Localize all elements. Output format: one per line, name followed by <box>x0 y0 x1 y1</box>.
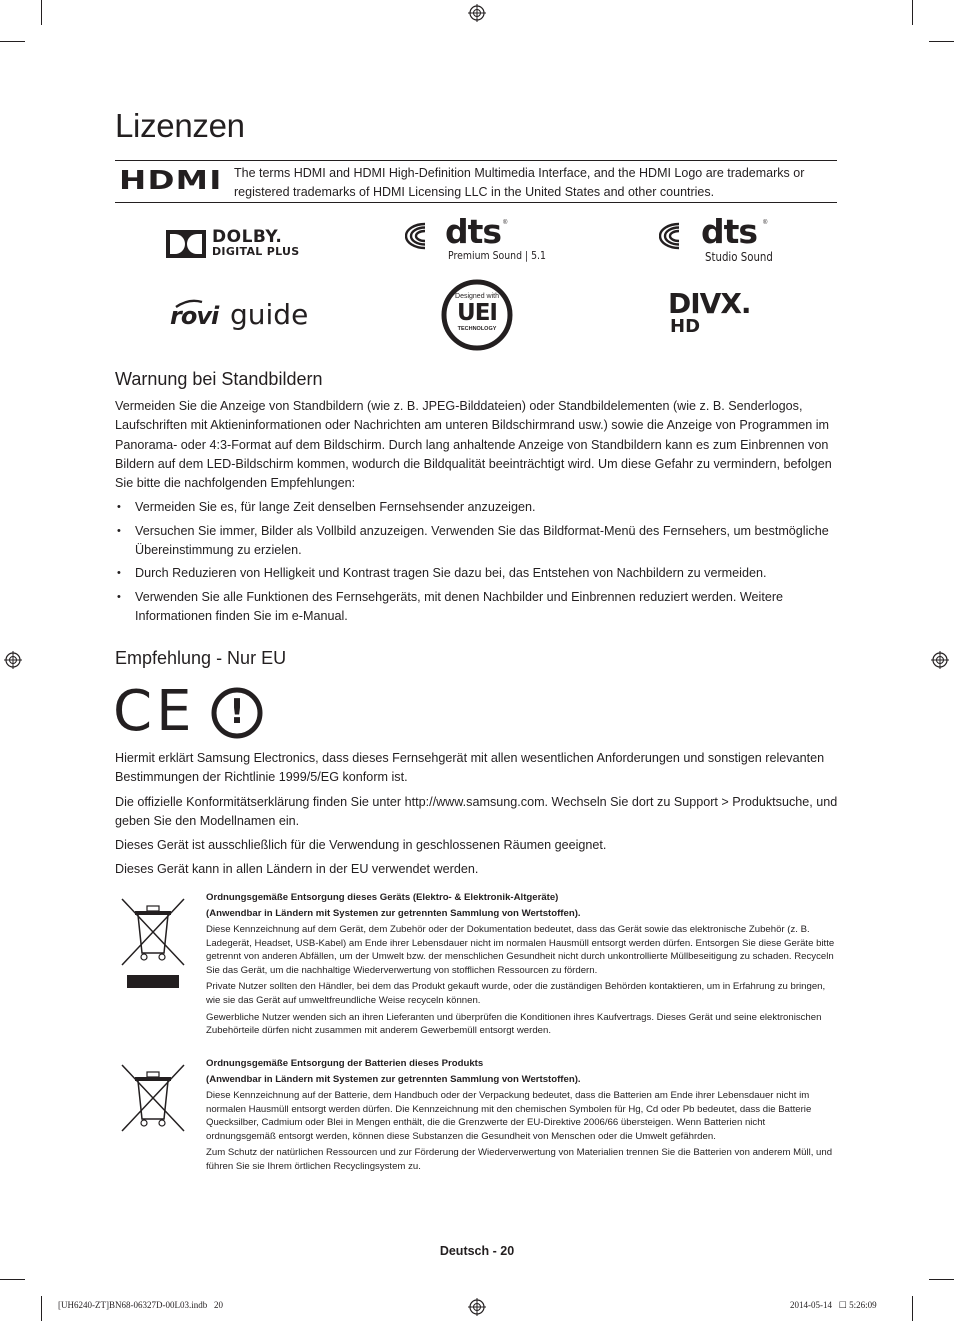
crop-mark <box>929 41 954 42</box>
alert-mark-icon <box>210 686 264 740</box>
section-heading-warnung: Warnung bei Standbildern <box>115 369 323 389</box>
registration-mark-icon <box>468 4 486 22</box>
disposal-battery-text <box>206 1056 836 1177</box>
section-heading-empfehlung: Empfehlung - Nur EU <box>115 648 287 668</box>
uei-logo-sub: TECHNOLOGY <box>457 326 497 332</box>
crop-mark <box>929 1279 954 1280</box>
uei-technology-logo <box>441 279 513 351</box>
dolby-logo-line2: DIGITAL PLUS <box>212 245 300 258</box>
crop-mark <box>0 41 25 42</box>
registered-mark: ® <box>763 220 768 226</box>
page-number: Deutsch - 20 <box>439 1244 515 1258</box>
dts-logo-subtitle: Premium Sound | 5.1 <box>448 249 546 262</box>
crop-mark <box>41 0 42 25</box>
crop-mark <box>0 1279 25 1280</box>
weee-device-bin-icon <box>118 895 188 990</box>
hdmi-logo-text: HDMI <box>119 166 223 196</box>
print-slug-file: [UH6240-ZT]BN68-06327D-00L03.indb 20 <box>58 1300 223 1310</box>
crop-mark <box>41 1296 42 1321</box>
weee-battery-bin-icon <box>118 1061 188 1136</box>
hdmi-license-text: The terms HDMI and HDMI High-Definition Multimedia Interface, and the HDMI Logo are trademarks or registered trademarks of HDMI Licensing LLC in the United States and other countries. <box>234 166 805 199</box>
dts-studio-sound-logo <box>659 212 789 268</box>
disposal-device-paragraph: Private Nutzer sollten den Händler, bei dem das Produkt gekauft wurde, oder die zuständigen Behörden kontaktieren, um in Erfahrung zu bringen, wie sie das Gerät auf umweltfreundliche Weise recyceln können. <box>206 981 826 1006</box>
disposal-device-title: Ordnungsgemäße Entsorgung dieses Geräts (Elektro- & Elektronik-Altgeräte) <box>206 892 559 903</box>
hdmi-license-box <box>115 160 837 203</box>
disposal-device-text <box>206 890 836 1041</box>
empfehlung-paragraph: Hiermit erklärt Samsung Electronics, dass dieses Fernsehgerät mit allen wesentlichen Anforderungen und sonstigen relevanten Bestimmungen der Richtlinie 1999/5/EG konform ist. <box>115 751 825 785</box>
list-item: • Verwenden Sie alle Funktionen des Fernsehgeräts, mit denen Nachbilder und Einbrennen reduziert werden. Weitere Informationen finden Sie im e-Manual. <box>115 588 843 627</box>
disposal-battery-paragraph: Diese Kennzeichnung auf der Batterie, dem Handbuch oder der Verpackung bedeutet, dass die Batterien am Ende ihrer Lebensdauer nicht im normalen Hausmüll entsorgt werden dürfen. Die Kennzeichnung mit den chemischen Symbolen für Hg, Cd oder Pb bedeutet, dass die Batterie Quecksilber, Cadmium oder Blei in Mengen enthält, die die Grenzwerte der EU-Direktive 2006/66 übersteigen. Wenn Batterien nicht ordnungsgemäß entsorgt werden, können diese Substanzen die Gesundheit von Menschen oder die Umwelt gefährden. <box>206 1090 812 1142</box>
crop-mark <box>912 0 913 25</box>
ce-mark-icon <box>113 679 196 744</box>
dts-logo-word: dts <box>445 212 502 251</box>
registration-mark-icon <box>468 1298 486 1316</box>
registration-mark-icon <box>4 651 22 669</box>
disposal-battery-subtitle: (Anwendbar in Ländern mit Systemen zur getrennten Sammlung von Wertstoffen). <box>206 1074 581 1085</box>
warnung-paragraph: Vermeiden Sie die Anzeige von Standbildern (wie z. B. JPEG-Bilddateien) oder Standbildelementen (wie z. B. Senderlogos, Laufschriften mit Aktieninformationen oder Nachrichten am unteren Bildschirmrand usw.) sowie die Anzeige von Programmen im Panorama- oder 4:3-Format auf dem Bildschirm. Durch lang anhaltende Anzeige von Standbildern kann es zum Einbrennen von Bildern auf dem LED-Bildschirm kommen, wodurch die Bildqualität beeinträchtigt wird. Um diese Gefahr zu vermindern, befolgen Sie bitte die nachfolgenden Empfehlungen: <box>115 399 832 491</box>
empfehlung-paragraph: Dieses Gerät kann in allen Ländern in der EU verwendet werden. <box>115 862 479 877</box>
empfehlung-body <box>115 749 843 885</box>
divx-logo-hd: HD <box>670 316 701 337</box>
registration-mark-icon <box>931 651 949 669</box>
rovi-guide-logo <box>170 298 310 334</box>
registered-mark: ® <box>503 220 508 226</box>
dts-logo-word: dts <box>701 212 758 251</box>
disposal-battery-paragraph: Zum Schutz der natürlichen Ressourcen und zur Förderung der Wiederverwertung von Materialien trennen Sie die Batterien von anderem Müll, und führen Sie sie Ihrem örtlichen Recyclingsystem zu. <box>206 1147 833 1172</box>
crop-mark <box>912 1296 913 1321</box>
disposal-device-subtitle: (Anwendbar in Ländern mit Systemen zur getrennten Sammlung von Wertstoffen). <box>206 908 581 919</box>
print-slug-date: 2014-05-14 ☐ 5:26:09 <box>790 1300 877 1310</box>
dolby-double-d-icon <box>166 230 206 258</box>
page-title: Lizenzen <box>115 107 245 144</box>
rovi-logo-guide: guide <box>230 298 309 331</box>
empfehlung-paragraph: Dieses Gerät ist ausschließlich für die Verwendung in geschlossenen Räumen geeignet. <box>115 838 607 853</box>
warnung-bullet-list <box>115 498 843 626</box>
uei-logo-top: Designed with <box>455 293 499 300</box>
list-item: • Durch Reduzieren von Helligkeit und Kontrast tragen Sie dazu bei, das Entstehen von Nachbildern zu vermeiden. <box>115 564 843 583</box>
uei-logo-main: UEI <box>457 300 497 326</box>
disposal-device-paragraph: Gewerbliche Nutzer wenden sich an ihren Lieferanten und überprüfen die Konditionen ihres Kaufvertrags. Dieses Gerät und seine elektronischen Zubehörteile dürfen nicht zusammen mit anderem Gewerbemüll entsorgt werden. <box>206 1011 822 1037</box>
dts-premium-sound-logo <box>405 212 565 265</box>
dts-swoosh-icon <box>405 222 445 250</box>
list-item: • Vermeiden Sie es, für lange Zeit denselben Fernsehsender anzuzeigen. <box>115 498 843 517</box>
divx-logo-word: DIVX. <box>668 287 751 320</box>
divx-hd-logo <box>668 287 778 340</box>
dolby-digital-plus-logo <box>166 229 316 259</box>
dts-logo-subtitle: Studio Sound <box>705 250 773 264</box>
disposal-device-paragraph: Diese Kennzeichnung auf dem Gerät, dem Zubehör oder der Dokumentation bedeutet, dass das Gerät sowie das elektronische Zubehör (z. B. Ladegerät, Headset, USB-Kabel) am Ende ihrer Lebensdauer nicht im normalen Hausmüll entsorgt werden dürfen. Entsorgen Sie diese Geräte bitte getrennt von anderen Abfällen, um der Umwelt bzw. der menschlichen Gesundheit nicht durch unkontrollierte Müllbeseitigung zu schaden. Recyceln Sie das Gerät, um die nachhaltige Wiederverwertung von stofflichen Ressourcen zu fördern. <box>206 924 835 976</box>
rovi-logo-word: rovi <box>170 302 219 330</box>
hdmi-logo <box>119 166 223 196</box>
alert-mark-text: ! <box>229 692 245 732</box>
dts-swoosh-icon <box>659 222 699 250</box>
empfehlung-paragraph: Die offizielle Konformitätserklärung finden Sie unter http://www.samsung.com. Wechseln Sie dort zu Support > Produktsuche, und geben Sie den Modellnamen ein. <box>115 794 838 828</box>
disposal-battery-title: Ordnungsgemäße Entsorgung der Batterien dieses Produkts <box>206 1058 484 1069</box>
dolby-logo-line1: DOLBY. <box>212 227 283 247</box>
warnung-body <box>115 397 843 630</box>
ce-mark-text: CE <box>113 679 196 744</box>
list-item: • Versuchen Sie immer, Bilder als Vollbild anzuzeigen. Verwenden Sie das Bildformat-Menü des Fernsehers, um bestmögliche Übereinstimmung zu erzielen. <box>115 522 843 561</box>
